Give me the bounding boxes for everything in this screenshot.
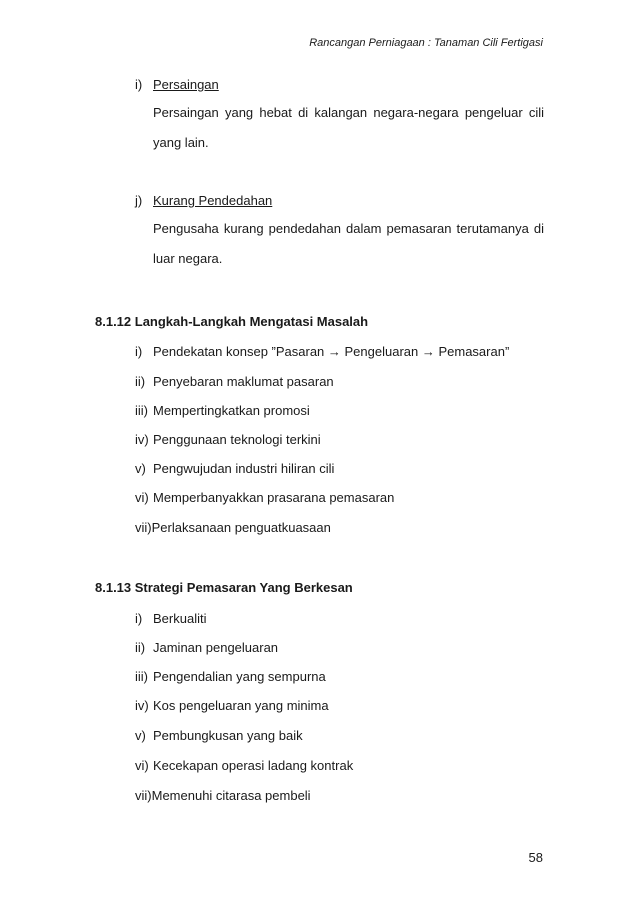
list-marker: ii) <box>135 640 146 655</box>
list-marker: i) <box>135 611 143 626</box>
list-item-text: Penyebaran maklumat pasaran <box>153 374 334 389</box>
list-item-text: Memenuhi citarasa pembeli <box>151 788 311 803</box>
list-item <box>135 611 206 626</box>
list-item-text: Pengwujudan industri hiliran cili <box>153 461 335 476</box>
list-item-text: Memperbanyakkan prasarana pemasaran <box>153 490 395 505</box>
item-title: Persaingan <box>153 77 219 92</box>
page-header-title: Rancangan Perniagaan : Tanaman Cili Fertigasi <box>309 37 543 49</box>
item-body: Pengusaha kurang pendedahan dalam pemasaran terutamanya di luar negara. <box>153 221 544 266</box>
section-heading: 8.1.13 Strategi Pemasaran Yang Berkesan <box>95 580 353 595</box>
list-item-text: Perlaksanaan penguatkuasaan <box>151 520 331 535</box>
list-marker: iv) <box>135 432 149 447</box>
list-marker: i) <box>135 344 143 359</box>
list-marker: v) <box>135 728 146 743</box>
list-marker: ii) <box>135 374 146 389</box>
list-item-text: Pengendalian yang sempurna <box>153 669 326 684</box>
list-marker: vii) <box>135 520 152 535</box>
list-marker: i) <box>135 77 143 92</box>
list-item <box>135 758 353 773</box>
list-item-text: Jaminan pengeluaran <box>153 640 279 655</box>
list-item-text: Pendekatan konsep ”Pasaran → Pengeluaran → Pemasaran” <box>153 344 510 359</box>
list-marker: j) <box>135 193 143 208</box>
list-marker: vii) <box>135 788 152 803</box>
list-item <box>135 374 334 389</box>
list-item-text: Berkualiti <box>153 611 207 626</box>
list-item <box>135 669 326 684</box>
list-item <box>135 432 321 447</box>
item-title: Kurang Pendedahan <box>153 193 273 208</box>
list-item <box>135 490 394 505</box>
list-marker: iii) <box>135 669 148 684</box>
list-item <box>135 728 303 743</box>
list-marker: vi) <box>135 490 149 505</box>
list-item <box>135 788 311 803</box>
section-heading: 8.1.12 Langkah-Langkah Mengatasi Masalah <box>95 314 369 329</box>
list-item <box>135 520 331 535</box>
list-marker: vi) <box>135 758 149 773</box>
item-body: Persaingan yang hebat di kalangan negara-negara pengeluar cili yang lain. <box>153 105 544 150</box>
list-item <box>135 640 278 655</box>
list-marker: v) <box>135 461 146 476</box>
list-marker: iii) <box>135 403 148 418</box>
list-item-text: Kos pengeluaran yang minima <box>153 698 329 713</box>
list-item-text: Kecekapan operasi ladang kontrak <box>153 758 354 773</box>
list-item <box>135 461 334 476</box>
page-number: 58 <box>528 850 543 865</box>
list-item <box>135 403 310 418</box>
list-item-text: Mempertingkatkan promosi <box>153 403 310 418</box>
list-item <box>135 344 509 359</box>
list-item <box>135 698 329 713</box>
list-marker: iv) <box>135 698 149 713</box>
list-item-text: Penggunaan teknologi terkini <box>153 432 321 447</box>
list-item-text: Pembungkusan yang baik <box>153 728 303 743</box>
